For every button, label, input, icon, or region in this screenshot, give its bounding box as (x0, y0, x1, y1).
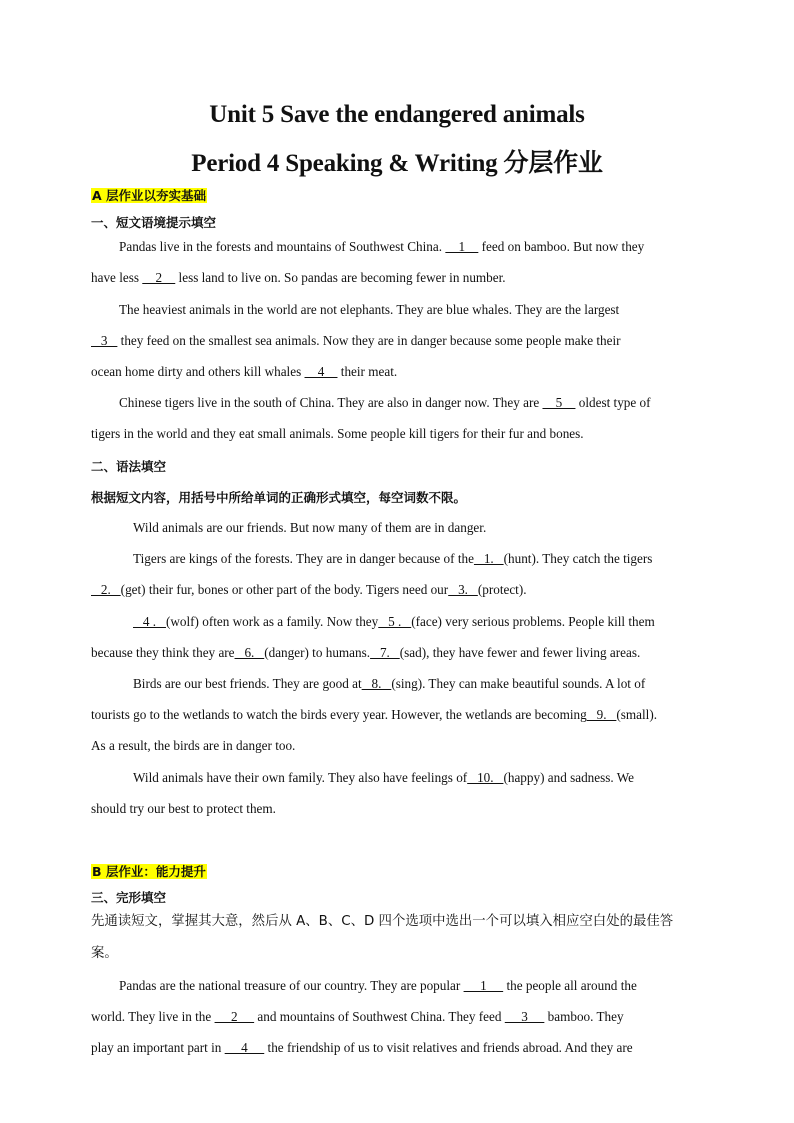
grammar-blank-1[interactable]: 1. (473, 551, 504, 566)
grammar-line-9: Wild animals have their own family. They also have feelings of 10. (happy) and sadness. We (133, 770, 634, 785)
blank-5[interactable]: 5 (542, 395, 576, 410)
grammar-blank-8[interactable]: 8. (361, 676, 392, 691)
blank-4[interactable]: 4 (304, 364, 338, 379)
grammar-line-4: 4 . (wolf) often work as a family. Now they 5 . (face) very serious problems. People kill them (133, 614, 655, 629)
page-subtitle: Period 4 Speaking & Writing 分层作业 (191, 150, 603, 177)
cloze-blank-1[interactable]: 1 (463, 978, 504, 993)
cloze-a-line-4: 3 they feed on the smallest sea animals. Now they are in danger because some people make their (91, 333, 621, 348)
part2-heading: 二、语法填空 (91, 459, 167, 474)
grammar-line-1: Wild animals are our friends. But now many of them are in danger. (133, 520, 487, 535)
grammar-blank-2[interactable]: 2. (91, 582, 121, 597)
cloze-a-line-5: ocean home dirty and others kill whales 4 their meat. (91, 364, 398, 379)
cloze-b-line-2: world. They live in the 2 and mountains of Southwest China. They feed 3 bamboo. They (91, 1009, 624, 1024)
grammar-blank-4[interactable]: 4 . (133, 614, 166, 629)
part2-instruction: 根据短文内容，用括号中所给单词的正确形式填空，每空词数不限。 (91, 490, 467, 505)
grammar-line-6: Birds are our best friends. They are good at 8. (sing). They can make beautiful sounds. A lot of (133, 676, 646, 691)
grammar-blank-9[interactable]: 9. (586, 707, 617, 722)
cloze-a-line-3: The heaviest animals in the world are not elephants. They are blue whales. They are the largest (119, 302, 620, 317)
cloze-a-line-6: Chinese tigers live in the south of China. They are also in danger now. They are 5 oldest type of (119, 395, 651, 410)
blank-3[interactable]: 3 (91, 333, 118, 348)
blank-2[interactable]: 2 (142, 270, 176, 285)
section-a-label: A 层作业以夯实基础 (92, 188, 207, 203)
grammar-blank-10[interactable]: 10. (467, 770, 504, 785)
cloze-blank-3[interactable]: 3 (504, 1009, 545, 1024)
grammar-line-2: Tigers are kings of the forests. They are in danger because of the 1. (hunt). They catch the tigers (133, 551, 653, 566)
cloze-a-line-2: have less 2 less land to live on. So pandas are becoming fewer in number. (91, 270, 506, 285)
blank-1[interactable]: 1 (445, 239, 479, 254)
part1-heading: 一、短文语境提示填空 (91, 215, 217, 230)
grammar-line-8: As a result, the birds are in danger too. (91, 738, 296, 753)
cloze-blank-2[interactable]: 2 (214, 1009, 255, 1024)
grammar-line-5: because they think they are 6. (danger) to humans. 7. (sad), they have fewer and fewer living areas. (91, 645, 641, 660)
grammar-blank-7[interactable]: 7. (370, 645, 400, 660)
cloze-blank-4[interactable]: 4 (224, 1040, 265, 1055)
part3-instruction-1: 先通读短文，掌握其大意，然后从 A、B、C、D 四个选项中选出一个可以填入相应空白处的最佳答 (91, 914, 674, 929)
grammar-line-3: 2. (get) their fur, bones or other part of the body. Tigers need our 3. (protect). (91, 582, 527, 597)
grammar-line-10: should try our best to protect them. (91, 801, 276, 816)
grammar-blank-5[interactable]: 5 . (378, 614, 412, 629)
page-title: Unit 5 Save the endangered animals (209, 101, 585, 128)
part3-instruction-2: 案。 (91, 946, 118, 961)
grammar-line-7: tourists go to the wetlands to watch the birds every year. However, the wetlands are becoming 9. (small). (91, 707, 658, 722)
cloze-b-line-1: Pandas are the national treasure of our country. They are popular 1 the people all around the (119, 978, 637, 993)
grammar-blank-3[interactable]: 3. (448, 582, 478, 597)
part3-heading: 三、完形填空 (91, 890, 167, 905)
grammar-blank-6[interactable]: 6. (234, 645, 265, 660)
section-b-label: B 层作业：能力提升 (92, 864, 206, 879)
cloze-a-line-7: tigers in the world and they eat small animals. Some people kill tigers for their fur and bones. (91, 426, 584, 441)
cloze-a-line-1: Pandas live in the forests and mountains of Southwest China. 1 feed on bamboo. But now they (119, 239, 645, 254)
cloze-b-line-3: play an important part in 4 the friendship of us to visit relatives and friends abroad. And they are (91, 1040, 633, 1055)
